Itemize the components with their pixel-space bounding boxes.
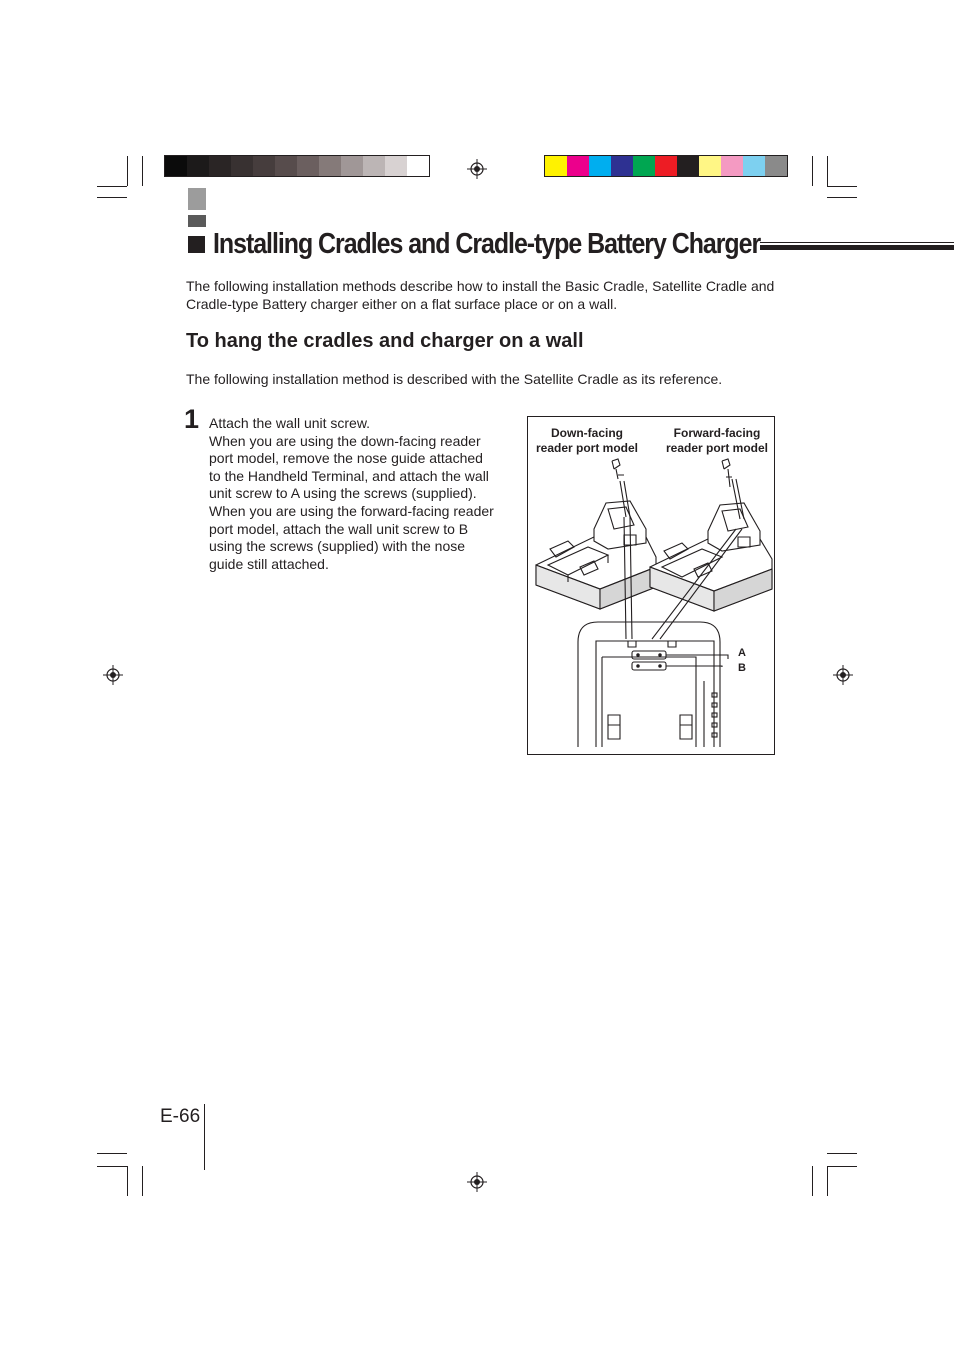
title-rule: [760, 245, 954, 250]
gray-swatch: [275, 156, 297, 176]
crop-mark: [812, 156, 813, 186]
gray-color-bar: [164, 155, 430, 177]
crop-mark: [97, 186, 127, 187]
gray-swatch: [363, 156, 385, 176]
crop-mark: [827, 1166, 857, 1167]
page-number: E-66: [160, 1106, 201, 1127]
gray-swatch: [341, 156, 363, 176]
cradle-drawing: [528, 417, 774, 754]
step-line: guide still attached.: [209, 555, 329, 572]
step-line: to the Handheld Terminal, and attach the wall: [209, 467, 489, 484]
gray-swatch: [385, 156, 407, 176]
color-swatch: [611, 156, 633, 176]
registration-mark-icon: [467, 159, 487, 179]
gray-swatch: [165, 156, 187, 176]
crop-mark: [127, 1166, 128, 1196]
section-heading: To hang the cradles and charger on a wall: [186, 330, 584, 352]
callout-b: B: [738, 662, 746, 674]
step-line: Attach the wall unit screw.: [209, 415, 371, 431]
step-line: port model, remove the nose guide attached: [209, 450, 483, 467]
crop-mark: [812, 1166, 813, 1196]
cradle-illustration: [527, 416, 775, 755]
color-swatch: [655, 156, 677, 176]
color-swatch: [633, 156, 655, 176]
intro-paragraph: The following installation methods describe how to install the Basic Cradle, Satellite Cradle and Cradle-type Battery charger either on a flat surface place or on a wall.: [186, 278, 775, 312]
section-tab-block: [188, 188, 206, 210]
crop-mark: [97, 1153, 127, 1154]
step-line: using the screws (supplied) with the nose: [209, 538, 466, 555]
gray-swatch: [209, 156, 231, 176]
title-rule: [760, 242, 954, 243]
crop-mark: [97, 197, 127, 198]
registration-mark-icon: [467, 1172, 487, 1192]
process-color-bar: [544, 155, 788, 177]
color-swatch: [677, 156, 699, 176]
gray-swatch: [253, 156, 275, 176]
gray-swatch: [297, 156, 319, 176]
page-title-row: [188, 226, 849, 262]
registration-mark-icon: [833, 665, 853, 685]
forward-facing-label: Forward-facing reader port model: [665, 426, 769, 455]
down-facing-label: Down-facing reader port model: [535, 426, 639, 455]
gray-swatch: [407, 156, 429, 176]
color-swatch: [699, 156, 721, 176]
color-swatch: [545, 156, 567, 176]
registration-mark-icon: [103, 665, 123, 685]
step-line: port model, attach the wall unit screw to B: [209, 520, 469, 537]
gray-swatch: [231, 156, 253, 176]
title-square-icon: [188, 236, 205, 253]
step-line: unit screw to A using the screws (supplied).: [209, 485, 477, 502]
page-title: Installing Cradles and Cradle-type Battery Charger: [213, 227, 761, 260]
crop-mark: [127, 156, 128, 186]
page-number-rule: [204, 1104, 205, 1170]
wall-mount-detail-icon: [578, 622, 728, 747]
crop-mark: [142, 156, 143, 186]
section-intro-paragraph: The following installation method is described with the Satellite Cradle as its reference.: [186, 371, 723, 387]
gray-swatch: [187, 156, 209, 176]
color-swatch: [765, 156, 787, 176]
step-number: 1: [184, 404, 200, 434]
color-swatch: [721, 156, 743, 176]
crop-mark: [827, 156, 828, 186]
crop-mark: [827, 1166, 828, 1196]
step-text: [209, 415, 509, 573]
crop-mark: [97, 1166, 127, 1167]
step-line: When you are using the down-facing reader: [209, 432, 481, 449]
right-cradle-icon: [650, 503, 772, 611]
left-cradle-icon: [536, 501, 656, 609]
callout-a: A: [738, 647, 746, 659]
step-line: When you are using the forward-facing reader: [209, 502, 494, 519]
color-swatch: [567, 156, 589, 176]
crop-mark: [827, 186, 857, 187]
color-swatch: [743, 156, 765, 176]
color-swatch: [589, 156, 611, 176]
crop-mark: [827, 1153, 857, 1154]
gray-swatch: [319, 156, 341, 176]
crop-mark: [827, 197, 857, 198]
crop-mark: [142, 1166, 143, 1196]
